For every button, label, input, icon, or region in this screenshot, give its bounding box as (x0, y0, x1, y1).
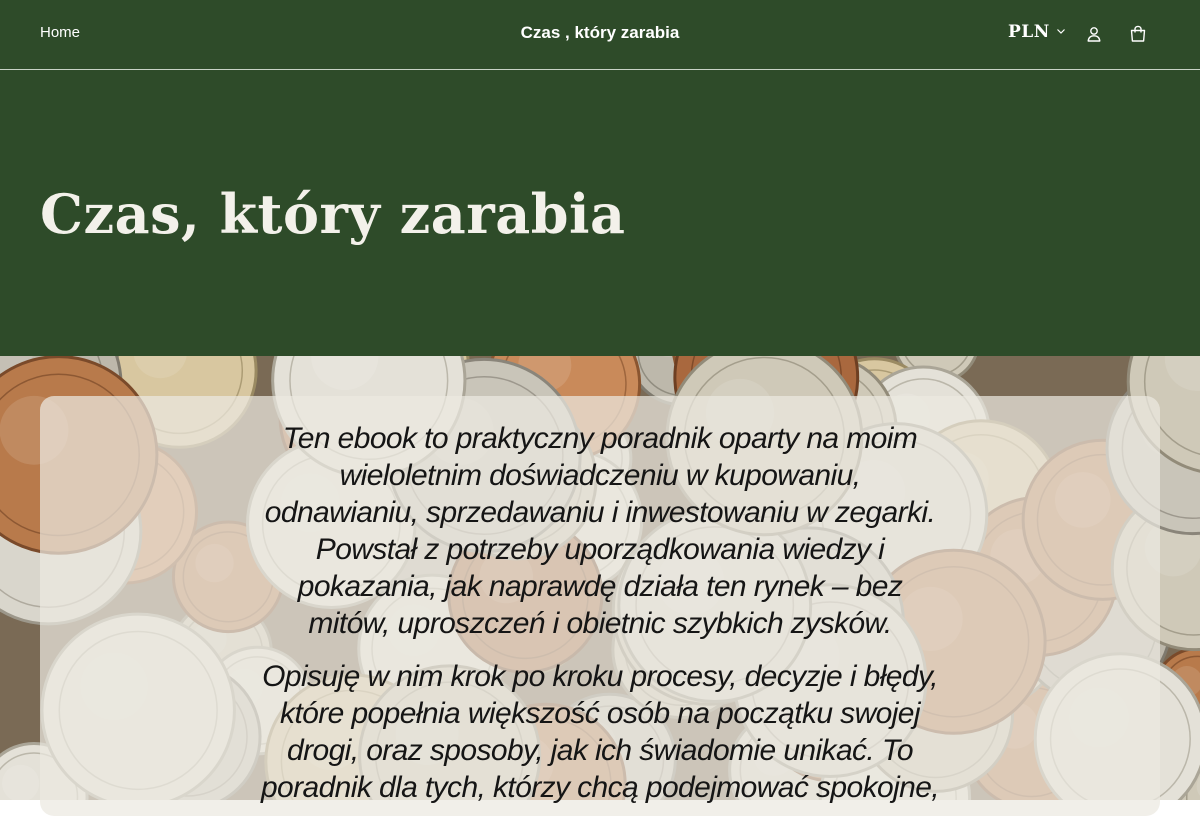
description-paragraph-2: Opisuję w nim krok po kroku procesy, decyzje i błędy, które popełnia większość osób na początku swojej drogi, oraz sposoby, jak ich świadomie unikać. To poradnik dla tych, którzy chcą podejmować spokojne, (260, 660, 940, 804)
currency-selector[interactable] (1008, 22, 1066, 42)
chevron-down-icon (1056, 23, 1066, 41)
hero-banner (0, 70, 1200, 356)
site-brand[interactable]: Czas , który zarabia (520, 23, 680, 42)
account-icon[interactable] (1082, 22, 1106, 46)
currency-code: PLN (1008, 22, 1050, 42)
cart-icon[interactable] (1126, 22, 1150, 46)
site-header (0, 0, 1200, 70)
description-text (260, 420, 940, 822)
hero-title: Czas, który zarabia (40, 182, 626, 246)
description-paragraph-1: Ten ebook to praktyczny poradnik oparty na moim wieloletnim doświadczeniu w kupowaniu, odnawianiu, sprzedawaniu i inwestowaniu w zegarki. Powstał z potrzeby uporządkowania wiedzy i pokazania, jak naprawdę działa ten rynek – bez mitów, uproszczeń i obietnic szybkich zysków. (264, 422, 936, 640)
nav-home-link[interactable]: Home (40, 24, 81, 41)
description-panel (40, 396, 1160, 816)
